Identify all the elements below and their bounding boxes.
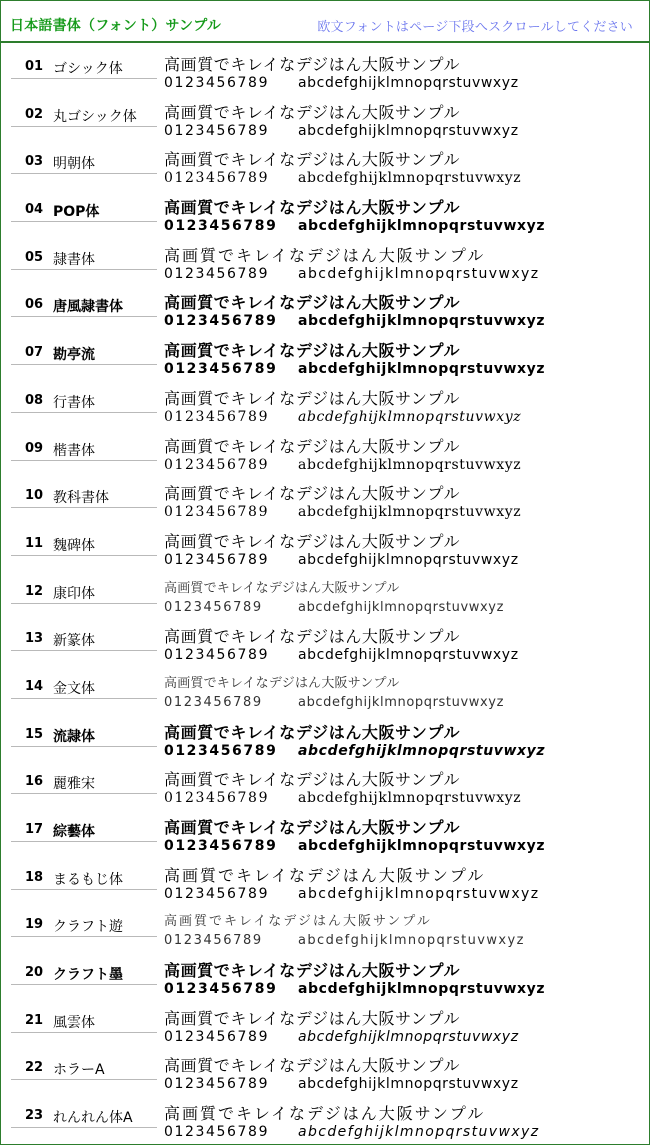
sample-japanese: 高画質でキレイなデジはん大阪サンプル xyxy=(164,961,461,981)
font-row xyxy=(1,814,649,862)
font-row xyxy=(1,1005,649,1053)
font-label xyxy=(11,819,157,842)
sample-alnum xyxy=(164,1124,539,1140)
font-name: ホラーA xyxy=(53,1062,105,1079)
font-row xyxy=(1,957,649,1005)
font-label xyxy=(11,962,157,985)
sample-latin: abcdefghijklmnopqrstuvwxyz xyxy=(298,790,522,807)
font-number: 17 xyxy=(25,822,44,837)
font-number: 20 xyxy=(25,965,44,981)
sample-latin: abcdefghijklmnopqrstuvwxyz xyxy=(298,504,522,521)
sample-digits: 0123456789 xyxy=(164,122,270,139)
sample-alnum xyxy=(164,504,521,520)
font-number: 18 xyxy=(25,869,44,885)
sample-digits: 0123456789 xyxy=(164,551,270,568)
font-name: 明朝体 xyxy=(53,156,95,173)
font-name: れんれん体A xyxy=(53,1110,133,1127)
sample-japanese: 高画質でキレイなデジはん大阪サンプル xyxy=(164,102,461,122)
sample-digits: 0123456789 xyxy=(164,408,270,425)
sample-alnum xyxy=(164,409,521,425)
sample-alnum xyxy=(164,218,545,234)
font-row xyxy=(1,719,649,767)
font-label xyxy=(11,247,157,270)
sample-japanese: 高画質でキレイなデジはん大阪サンプル xyxy=(164,341,461,361)
font-row xyxy=(1,623,649,671)
font-name: クラフト遊 xyxy=(53,919,123,936)
sample-alnum xyxy=(164,790,521,806)
sample-latin: abcdefghijklmnopqrstuvwxyz xyxy=(298,1124,540,1141)
sample-digits: 0123456789 xyxy=(164,361,278,378)
font-number: 03 xyxy=(25,154,44,170)
font-name: 流隷体 xyxy=(53,728,95,745)
font-label xyxy=(11,438,157,461)
sample-latin: abcdefghijklmnopqrstuvwxyz xyxy=(298,981,546,998)
font-number: 05 xyxy=(25,249,44,265)
font-name: ゴシック体 xyxy=(53,61,123,77)
sample-digits: 0123456789 xyxy=(164,75,270,91)
font-name: 風雲体 xyxy=(53,1014,95,1031)
sample-alnum xyxy=(164,552,519,568)
sample-digits: 0123456789 xyxy=(164,1076,270,1093)
sample-alnum xyxy=(164,313,545,329)
font-name: 行書体 xyxy=(53,394,95,411)
font-row xyxy=(1,671,649,719)
sample-latin: abcdefghijklmnopqrstuvwxyz xyxy=(298,599,504,615)
font-row xyxy=(1,862,649,910)
sample-alnum xyxy=(164,743,545,759)
font-label xyxy=(11,533,157,556)
font-label xyxy=(11,1010,157,1033)
sample-digits: 0123456789 xyxy=(164,742,278,759)
font-number: 19 xyxy=(25,917,44,933)
font-row xyxy=(1,576,649,624)
font-name: 綜藝体 xyxy=(53,824,95,840)
font-name: クラフト墨 xyxy=(53,967,123,984)
sample-digits: 0123456789 xyxy=(164,790,270,807)
font-row xyxy=(1,909,649,957)
sample-digits: 0123456789 xyxy=(164,838,278,854)
font-row xyxy=(1,51,649,99)
font-row xyxy=(1,194,649,242)
scroll-note: 欧文フォントはページ下段へスクロールしてください xyxy=(317,20,633,35)
font-label xyxy=(11,342,157,365)
sample-alnum xyxy=(164,170,521,186)
sample-latin: abcdefghijklmnopqrstuvwxyz xyxy=(298,456,522,473)
sample-japanese: 高画質でキレイなデジはん大阪サンプル xyxy=(164,198,461,218)
font-label xyxy=(11,771,157,794)
sample-japanese: 高画質でキレイなデジはん大阪サンプル xyxy=(164,1008,461,1028)
font-number: 16 xyxy=(25,774,44,790)
font-label xyxy=(11,581,157,604)
sample-japanese: 高画質でキレイなデジはん大阪サンプル xyxy=(164,722,461,742)
font-row xyxy=(1,766,649,814)
font-name: POP体 xyxy=(53,204,100,221)
font-label xyxy=(11,294,157,317)
sample-alnum xyxy=(164,361,545,377)
sample-digits: 0123456789 xyxy=(164,1124,270,1141)
sample-latin: abcdefghijklmnopqrstuvwxyz xyxy=(298,218,546,235)
font-label xyxy=(11,56,157,79)
font-number: 23 xyxy=(25,1108,44,1124)
font-label xyxy=(11,914,157,937)
sample-japanese: 高画質でキレイなデジはん大阪サンプル xyxy=(164,914,432,930)
font-number: 04 xyxy=(25,202,44,218)
font-row xyxy=(1,433,649,481)
sample-digits: 0123456789 xyxy=(164,885,270,902)
font-name: 楷書体 xyxy=(53,442,95,459)
sample-digits: 0123456789 xyxy=(164,265,270,282)
sample-latin: abcdefghijklmnopqrstuvwxyz xyxy=(298,551,519,568)
font-label xyxy=(11,151,157,174)
font-name: 麗雅宋 xyxy=(53,776,95,793)
font-label xyxy=(11,199,157,222)
sample-alnum xyxy=(164,647,519,663)
font-label xyxy=(11,390,157,413)
sample-japanese: 高画質でキレイなデジはん大阪サンプル xyxy=(164,1056,461,1076)
sample-digits: 0123456789 xyxy=(164,170,270,187)
font-number: 22 xyxy=(25,1060,44,1076)
font-row xyxy=(1,242,649,290)
font-label xyxy=(11,867,157,890)
sample-japanese: 高画質でキレイなデジはん大阪サンプル xyxy=(164,150,461,170)
sample-alnum xyxy=(164,981,545,997)
font-row xyxy=(1,528,649,576)
font-label xyxy=(11,676,157,699)
sample-latin: abcdefghijklmnopqrstuvwxyz xyxy=(298,122,519,139)
sample-japanese: 高画質でキレイなデジはん大阪サンプル xyxy=(164,675,400,691)
sample-latin: abcdefghijklmnopqrstuvwxyz xyxy=(298,170,522,187)
font-number: 02 xyxy=(25,106,44,122)
font-name: 丸ゴシック体 xyxy=(53,108,137,125)
font-row xyxy=(1,385,649,433)
sample-japanese: 高画質でキレイなデジはん大阪サンプル xyxy=(164,388,461,408)
sample-latin: abcdefghijklmnopqrstuvwxyz xyxy=(298,933,525,949)
font-name: 隷書体 xyxy=(53,251,95,268)
font-label xyxy=(11,1105,157,1128)
font-label xyxy=(11,628,157,651)
sample-japanese: 高画質でキレイなデジはん大阪サンプル xyxy=(164,1104,486,1124)
font-number: 11 xyxy=(25,535,44,551)
sample-japanese: 高画質でキレイなデジはん大阪サンプル xyxy=(164,55,461,74)
font-number: 13 xyxy=(25,631,44,647)
font-number: 14 xyxy=(25,678,44,694)
font-name: 新篆体 xyxy=(53,633,95,650)
font-number: 08 xyxy=(25,392,44,408)
font-name: 唐風隷書体 xyxy=(53,299,123,316)
font-number: 12 xyxy=(25,583,44,599)
sample-alnum xyxy=(164,1029,519,1045)
sample-digits: 0123456789 xyxy=(164,647,270,664)
sample-latin: abcdefghijklmnopqrstuvwxyz xyxy=(298,885,540,902)
sample-japanese: 高画質でキレイなデジはん大阪サンプル xyxy=(164,770,461,790)
sample-digits: 0123456789 xyxy=(164,981,278,998)
sample-latin: abcdefghijklmnopqrstuvwxyz xyxy=(298,265,540,282)
font-label xyxy=(11,485,157,508)
font-label xyxy=(11,1057,157,1080)
header xyxy=(1,1,649,43)
font-label xyxy=(11,724,157,747)
sample-latin: abcdefghijklmnopqrstuvwxyz xyxy=(298,1076,519,1093)
font-number: 07 xyxy=(25,345,44,361)
sample-latin: abcdefghijklmnopqrstuvwxyz xyxy=(298,313,546,330)
font-number: 21 xyxy=(25,1012,44,1028)
font-name: まるもじ体 xyxy=(53,871,123,888)
sample-japanese: 高画質でキレイなデジはん大阪サンプル xyxy=(164,531,461,551)
font-name: 勘亭流 xyxy=(53,347,95,364)
font-row xyxy=(1,337,649,385)
font-name: 教科書体 xyxy=(53,490,109,507)
sample-japanese: 高画質でキレイなデジはん大阪サンプル xyxy=(164,580,400,596)
sample-latin: abcdefghijklmnopqrstuvwxyz xyxy=(298,1028,519,1045)
sample-alnum xyxy=(164,75,519,91)
sample-alnum xyxy=(164,266,539,282)
font-name: 魏碑体 xyxy=(53,537,95,554)
sample-digits: 0123456789 xyxy=(164,456,270,473)
sample-latin: abcdefghijklmnopqrstuvwxyz xyxy=(298,694,504,710)
font-row xyxy=(1,146,649,194)
sample-digits: 0123456789 xyxy=(164,599,263,615)
sample-japanese: 高画質でキレイなデジはん大阪サンプル xyxy=(164,484,461,504)
sample-digits: 0123456789 xyxy=(164,694,263,710)
sample-latin: abcdefghijklmnopqrstuvwxyz xyxy=(298,75,519,91)
sample-japanese: 高画質でキレイなデジはん大阪サンプル xyxy=(164,293,461,313)
sample-alnum xyxy=(164,123,519,139)
sample-alnum xyxy=(164,457,521,473)
font-number: 10 xyxy=(25,488,44,504)
font-name: 康印体 xyxy=(53,585,95,602)
font-row xyxy=(1,99,649,147)
sample-japanese: 高画質でキレイなデジはん大阪サンプル xyxy=(164,436,461,456)
font-sample-list xyxy=(1,51,649,1148)
font-row xyxy=(1,1100,649,1148)
page-title: 日本語書体（フォント）サンプル xyxy=(10,18,222,34)
font-name: 金文体 xyxy=(53,680,95,697)
sample-digits: 0123456789 xyxy=(164,313,278,330)
sample-alnum xyxy=(164,886,539,902)
font-row xyxy=(1,480,649,528)
sample-digits: 0123456789 xyxy=(164,504,270,521)
sample-digits: 0123456789 xyxy=(164,218,278,235)
sample-alnum xyxy=(164,695,504,710)
sample-japanese: 高画質でキレイなデジはん大阪サンプル xyxy=(164,627,461,647)
font-row xyxy=(1,1052,649,1100)
sample-alnum xyxy=(164,838,545,854)
sample-alnum xyxy=(164,600,504,615)
sample-latin: abcdefghijklmnopqrstuvwxyz xyxy=(298,742,546,759)
sample-alnum xyxy=(164,933,525,948)
sample-digits: 0123456789 xyxy=(164,1028,270,1045)
sample-latin: abcdefghijklmnopqrstuvwxyz xyxy=(298,647,519,664)
sample-latin: abcdefghijklmnopqrstuvwxyz xyxy=(298,361,546,378)
sample-alnum xyxy=(164,1076,519,1092)
font-number: 15 xyxy=(25,726,44,742)
sample-latin: abcdefghijklmnopqrstuvwxyz xyxy=(298,838,546,854)
font-row xyxy=(1,289,649,337)
sample-japanese: 高画質でキレイなデジはん大阪サンプル xyxy=(164,245,486,265)
sample-japanese: 高画質でキレイなデジはん大阪サンプル xyxy=(164,865,486,885)
sample-japanese: 高画質でキレイなデジはん大阪サンプル xyxy=(164,818,461,837)
font-number: 09 xyxy=(25,440,44,456)
sample-digits: 0123456789 xyxy=(164,933,263,949)
sample-latin: abcdefghijklmnopqrstuvwxyz xyxy=(298,408,522,425)
font-number: 01 xyxy=(25,59,44,74)
font-label xyxy=(11,104,157,127)
font-number: 06 xyxy=(25,297,44,313)
